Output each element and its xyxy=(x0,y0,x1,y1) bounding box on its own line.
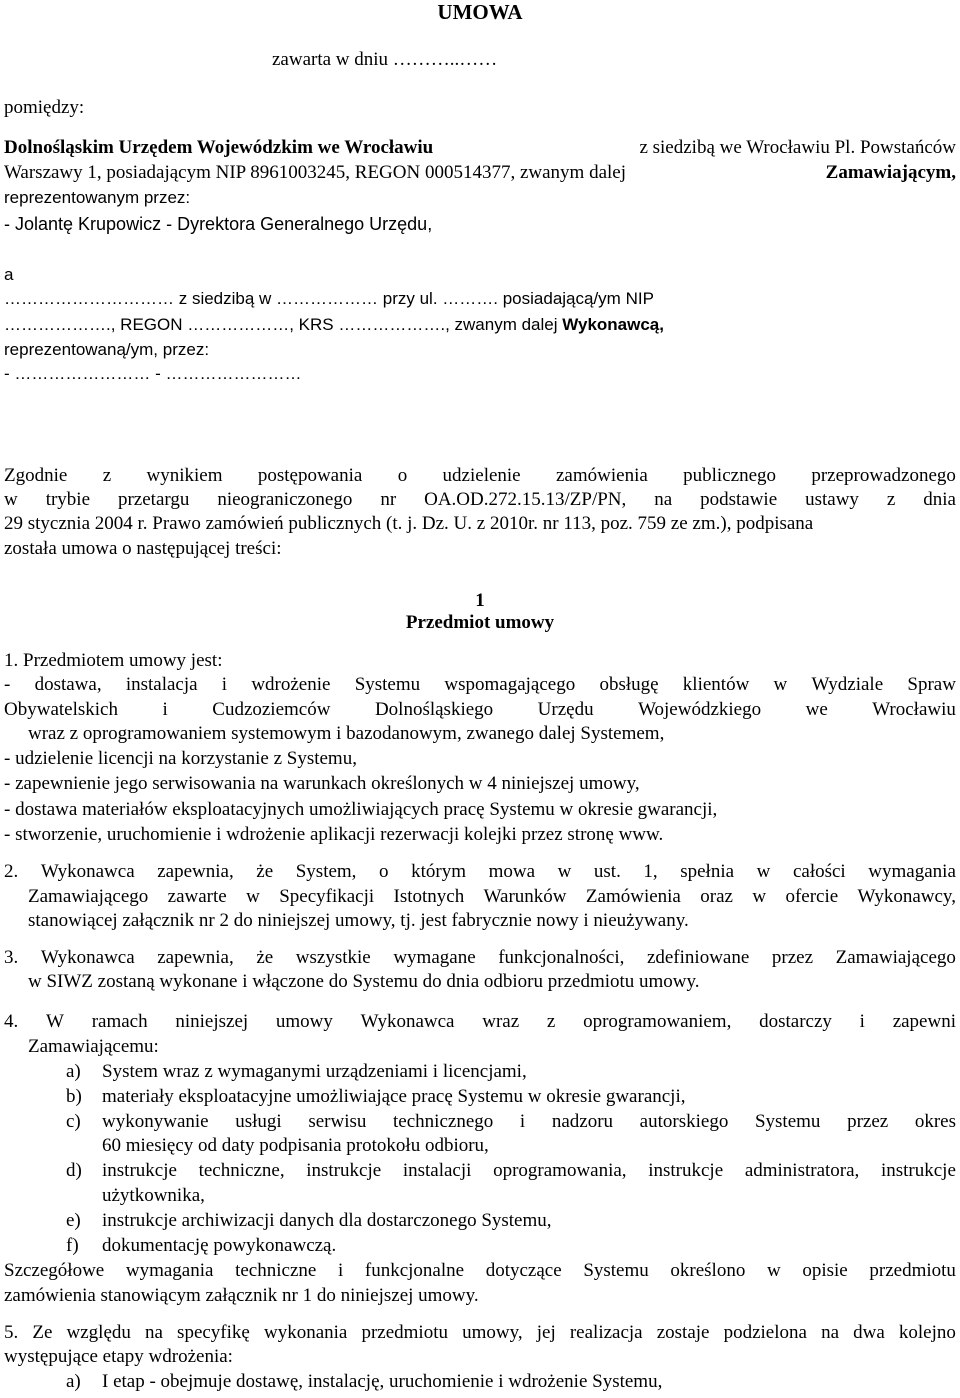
word: funkcjonalne xyxy=(364,1260,465,1281)
word: Wykonawca xyxy=(360,1011,455,1032)
word: i xyxy=(519,1111,526,1132)
section-title: Przedmiot umowy xyxy=(405,612,555,633)
word: w xyxy=(773,674,788,695)
item5-list-label-a: a) xyxy=(66,1371,81,1392)
word: mowa xyxy=(488,861,535,882)
word: Cudzoziemców xyxy=(212,699,331,720)
word: Wydziale xyxy=(811,674,884,695)
party1-address: z siedzibą we Wrocławiu Pl. Powstańców xyxy=(639,137,956,158)
party1-line2 xyxy=(4,161,956,185)
word: przetargu xyxy=(117,489,190,510)
word: i xyxy=(337,1260,344,1281)
word: przedmiotu xyxy=(869,1260,956,1281)
word: autorskiego xyxy=(639,1111,729,1132)
word: że xyxy=(256,947,274,968)
item1-line-3: wraz z oprogramowaniem systemowym i bazodanowym, zwanego dalej Systemem, xyxy=(28,723,665,744)
word: oprogramowania, xyxy=(493,1160,627,1181)
word: 5. xyxy=(4,1322,19,1343)
word: udzielenie xyxy=(442,465,521,486)
word: Systemu xyxy=(754,1111,821,1132)
word: podzielona xyxy=(723,1322,807,1343)
intro-line-2 xyxy=(4,488,956,512)
word: wszystkie xyxy=(295,947,371,968)
word: zapewnia, xyxy=(157,947,234,968)
word: dostawa, xyxy=(34,674,102,695)
word: ofercie xyxy=(785,886,839,907)
and-label: a xyxy=(4,265,14,284)
word: przez xyxy=(847,1111,889,1132)
word: wspomagającego xyxy=(444,674,576,695)
word: Dolnośląskiego xyxy=(374,699,494,720)
party1-represented: reprezentowanym przez: xyxy=(4,188,191,207)
item4-list-label-c: c) xyxy=(66,1111,81,1132)
intro-line-3: 29 stycznia 2004 r. Prawo zamówień publicznych (t. j. Dz. U. z 2010r. nr 113, poz. 759 ze zm.), podpisana xyxy=(4,513,814,534)
item4-list-text-d1 xyxy=(102,1159,956,1183)
word: całości xyxy=(792,861,846,882)
item2-line-1 xyxy=(4,860,956,884)
party1-representative: - Jolantę Krupowicz - Dyrektora Generalnego Urzędu, xyxy=(4,214,433,234)
party1-name: Dolnośląskim Urzędem Wojewódzkim we Wrocławiu xyxy=(4,137,434,158)
word: 1, xyxy=(643,861,658,882)
word: Wykonawca xyxy=(40,861,135,882)
word: Specyfikacji xyxy=(279,886,375,907)
word: wynikiem xyxy=(146,465,223,486)
word: usługi xyxy=(235,1111,282,1132)
word: instrukcje xyxy=(306,1160,382,1181)
word: ustawy xyxy=(805,489,859,510)
word: o xyxy=(379,861,389,882)
word: serwisu xyxy=(308,1111,367,1132)
word: kolejno xyxy=(898,1322,956,1343)
word: instrukcje xyxy=(102,1160,177,1181)
word: realizacja xyxy=(569,1322,643,1343)
item4-list-label-a: a) xyxy=(66,1061,81,1082)
item1-line-5: - zapewnienie jego serwisowania na warunkach określonych w 4 niniejszej umowy, xyxy=(4,773,640,794)
intro-line-4: została umowa o następującej treści: xyxy=(4,538,282,559)
item4-list-text-b: materiały eksploatacyjne umożliwiające pracę Systemu w okresie gwarancji, xyxy=(102,1086,686,1107)
word: z xyxy=(886,489,896,510)
item4-list-text-d2: użytkownika, xyxy=(102,1185,205,1206)
word: dotyczące xyxy=(485,1260,562,1281)
item4-list-text-c2: 60 miesięcy od daty podpisania protokołu odbioru, xyxy=(102,1135,489,1156)
word: we xyxy=(805,699,828,720)
word: dnia xyxy=(923,489,956,510)
party1-role: Zamawiającym, xyxy=(825,162,956,183)
party2-ids: ………………., REGON ………………, KRS ………………., zwanym dalej xyxy=(4,315,558,334)
party2-representatives: - …………………… - …………………… xyxy=(4,364,302,383)
section-number: 1 xyxy=(475,590,485,611)
word: funkcjonalności, xyxy=(498,947,625,968)
word: Zamówienia xyxy=(585,886,681,907)
word: zapewnia, xyxy=(157,861,234,882)
word: zdefiniowane xyxy=(646,947,750,968)
word: przez xyxy=(771,947,814,968)
item4-list-label-b: b) xyxy=(66,1086,82,1107)
word: wdrożenie xyxy=(251,674,331,695)
word: wraz xyxy=(482,1011,520,1032)
word: w xyxy=(557,861,572,882)
item1-line-7: - stworzenie, uruchomienie i wdrożenie aplikacji rezerwacji kolejki przez stronę www. xyxy=(4,824,664,845)
word: umowy xyxy=(275,1011,333,1032)
item4-list-label-e: e) xyxy=(66,1210,81,1231)
word: na xyxy=(821,1322,839,1343)
item4-after-line-2: zamówienia stanowiącym załącznik nr 1 do niniejszej umowy. xyxy=(4,1285,479,1306)
word: określono xyxy=(670,1260,746,1281)
word: względu xyxy=(66,1322,131,1343)
word: nadzoru xyxy=(551,1111,614,1132)
word: jej xyxy=(536,1322,556,1343)
word: trybie xyxy=(45,489,91,510)
word: 3. xyxy=(4,947,19,968)
item4-line-2: Zamawiającemu: xyxy=(28,1036,159,1057)
word: którym xyxy=(411,861,466,882)
word: techniczne, xyxy=(198,1160,285,1181)
word: instalacji xyxy=(402,1160,472,1181)
word: i xyxy=(162,699,168,720)
word: na xyxy=(145,1322,163,1343)
word: nr xyxy=(380,489,397,510)
word: zostaje xyxy=(656,1322,710,1343)
word: Urzędu xyxy=(537,699,594,720)
word: w xyxy=(246,886,260,907)
item4-list-label-f: f) xyxy=(66,1235,79,1256)
item2-line-3: stanowiącej załącznik nr 2 do niniejszej umowy, tj. jest fabrycznie nowy i nieużywany. xyxy=(28,910,689,931)
word: oprogramowaniem, xyxy=(583,1011,732,1032)
word: na xyxy=(654,489,673,510)
item4-list-text-c1 xyxy=(102,1110,956,1134)
word: administratora, xyxy=(744,1160,860,1181)
word: przeprowadzonego xyxy=(811,465,956,486)
item1-line-4: - udzielenie licencji na korzystanie z Systemu, xyxy=(4,748,357,769)
word: Systemu xyxy=(354,674,421,695)
word: specyfikę xyxy=(177,1322,250,1343)
word: oraz xyxy=(700,886,733,907)
intro-line-1 xyxy=(4,464,956,488)
item1-head: 1. Przedmiotem umowy jest: xyxy=(4,650,223,671)
word: wymagane xyxy=(393,947,476,968)
word: wymagania xyxy=(868,861,956,882)
word: Szczegółowe xyxy=(4,1260,105,1281)
word: Zgodnie xyxy=(4,465,68,486)
word: techniczne xyxy=(235,1260,317,1281)
word: Wrocławiu xyxy=(872,699,956,720)
word: że xyxy=(256,861,274,882)
word: dostarczy xyxy=(759,1011,832,1032)
item4-after-line-1 xyxy=(4,1259,956,1283)
item4-list-label-d: d) xyxy=(66,1160,82,1181)
word: Zamawiającego xyxy=(835,947,956,968)
word: i xyxy=(221,674,228,695)
word: Wykonawca xyxy=(40,947,135,968)
word: System, xyxy=(295,861,357,882)
word: 2. xyxy=(4,861,19,882)
word: Zamawiającego xyxy=(28,886,149,907)
word: 4. xyxy=(4,1011,19,1032)
item1-line-6: - dostawa materiałów eksploatacyjnych umożliwiających pracę Systemu w okresie gwarancji, xyxy=(4,799,718,820)
word: Spraw xyxy=(907,674,956,695)
party2-line1: ………………………… z siedzibą w ……………… przy ul. ………. posiadającą/ym NIP xyxy=(4,289,654,308)
word: ust. xyxy=(593,861,621,882)
word: technicznego xyxy=(393,1111,494,1132)
word: z xyxy=(546,1011,556,1032)
word: zamówienia xyxy=(555,465,648,486)
word: Systemu xyxy=(583,1260,649,1281)
party2-line2 xyxy=(4,313,664,337)
word: wykonania xyxy=(263,1322,348,1343)
word: - xyxy=(4,674,11,695)
word: nieograniczonego xyxy=(217,489,353,510)
word: z xyxy=(102,465,112,486)
word: przedmiotu xyxy=(361,1322,448,1343)
word: dwa xyxy=(853,1322,885,1343)
document-title: UMOWA xyxy=(437,0,523,24)
item5-line-2: występujące etapy wdrożenia: xyxy=(4,1346,233,1367)
word: Warunków xyxy=(483,886,567,907)
word: opisie xyxy=(802,1260,848,1281)
word: OA.OD.272.15.13/ZP/PN, xyxy=(424,489,627,510)
word: postępowania xyxy=(257,465,363,486)
date-line: zawarta w dniu ………..…… xyxy=(272,49,498,70)
item4-list-text-f: dokumentację powykonawczą. xyxy=(102,1235,337,1256)
party1-line1 xyxy=(4,136,956,160)
word: w xyxy=(766,1260,781,1281)
word: spełnia xyxy=(680,861,735,882)
item4-list-text-e: instrukcje archiwizacji danych dla dostarczonego Systemu, xyxy=(102,1210,552,1231)
word: instrukcje xyxy=(648,1160,724,1181)
party2-represented: reprezentowaną/ym, przez: xyxy=(4,340,210,359)
party2-role: Wykonawcą, xyxy=(562,315,664,334)
item5-line-1 xyxy=(4,1321,956,1345)
word: Ze xyxy=(32,1322,53,1343)
word: Obywatelskich xyxy=(4,699,118,720)
word: klientów xyxy=(682,674,750,695)
item4-list-text-a: System wraz z wymaganymi urządzeniami i licencjami, xyxy=(102,1061,527,1082)
item4-line-1 xyxy=(4,1010,956,1034)
word: zapewni xyxy=(892,1011,956,1032)
word: wymagania xyxy=(125,1260,214,1281)
item5-list-text-a: I etap - obejmuje dostawę, instalację, uruchomienie i wdrożenie Systemu, xyxy=(102,1371,663,1392)
party1-ids: Warszawy 1, posiadającym NIP 8961003245, REGON 000514377, zwanym dalej xyxy=(4,162,627,183)
item3-line-1 xyxy=(4,946,956,970)
item1-line-1 xyxy=(4,673,956,697)
word: niniejszej xyxy=(175,1011,249,1032)
item2-line-2 xyxy=(28,885,956,909)
word: o xyxy=(397,465,408,486)
word: instrukcje xyxy=(880,1160,956,1181)
word: instalacja xyxy=(125,674,198,695)
word: W xyxy=(46,1011,64,1032)
word: publicznego xyxy=(683,465,776,486)
word: podstawie xyxy=(700,489,778,510)
item1-line-2 xyxy=(4,698,956,722)
word: obsługę xyxy=(599,674,659,695)
word: ramach xyxy=(91,1011,148,1032)
word: wykonywanie xyxy=(102,1111,209,1132)
word: w xyxy=(752,886,767,907)
word: i xyxy=(859,1011,865,1032)
word: zawarte xyxy=(167,886,227,907)
word: Wojewódzkiego xyxy=(638,699,762,720)
word: Wykonawcy, xyxy=(857,886,956,907)
word: okres xyxy=(914,1111,956,1132)
between-label: pomiędzy: xyxy=(4,97,85,118)
word: w xyxy=(756,861,771,882)
word: Istotnych xyxy=(393,886,465,907)
word: w xyxy=(4,489,18,510)
item3-line-2: w SIWZ zostaną wykonane i włączone do Systemu do dnia odbioru przedmiotu umowy. xyxy=(28,971,700,992)
word: umowy, xyxy=(462,1322,523,1343)
